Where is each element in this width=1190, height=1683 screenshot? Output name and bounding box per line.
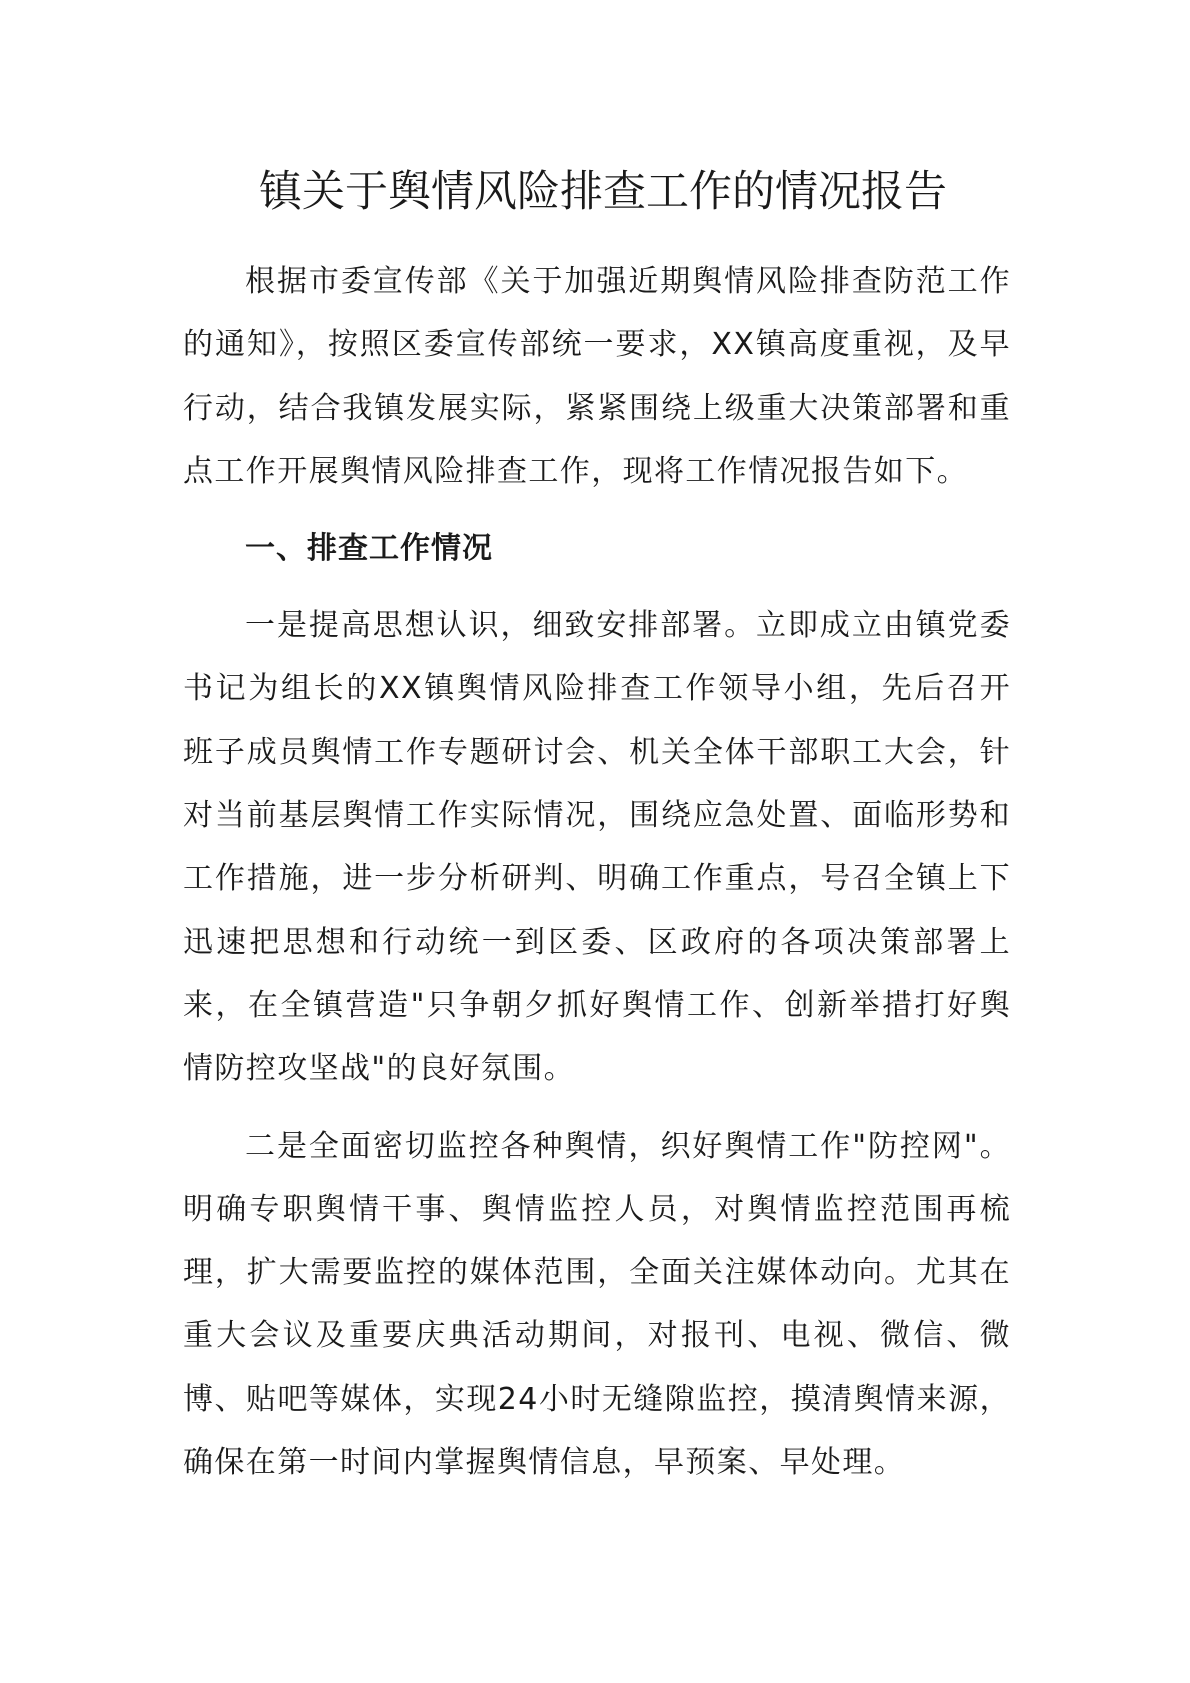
- section-heading-1: 一、排查工作情况: [245, 531, 493, 567]
- intro-paragraph: 根据市委宣传部《关于加强近期舆情风险排查防范工作的通知》，按照区委宣传部统一要求，XX镇高度重视，及早行动，结合我镇发展实际，紧紧围绕上级重大决策部署和重点工作开展舆情风险排查工作，现将工作情况报告如下。: [183, 264, 1011, 489]
- section1-paragraph-1: 一是提高思想认识，细致安排部署。立即成立由镇党委书记为组长的XX镇舆情风险排查工作领导小组，先后召开班子成员舆情工作专题研讨会、机关全体干部职工大会，针对当前基层舆情工作实际情况，围绕应急处置、面临形势和工作措施，进一步分析研判、明确工作重点，号召全镇上下迅速把思想和行动统一到区委、区政府的各项决策部署上来，在全镇营造"只争朝夕抓好舆情工作、创新举措打好舆情防控攻坚战"的良好氛围。: [183, 608, 1011, 1087]
- document-title: 镇关于舆情风险排查工作的情况报告: [259, 167, 947, 217]
- section1-paragraph-2: 二是全面密切监控各种舆情，织好舆情工作"防控网"。明确专职舆情干事、舆情监控人员，对舆情监控范围再梳理，扩大需要监控的媒体范围，全面关注媒体动向。尤其在重大会议及重要庆典活动期间，对报刊、电视、微信、微博、贴吧等媒体，实现24小时无缝隙监控，摸清舆情来源，确保在第一时间内掌握舆情信息，早预案、早处理。: [183, 1128, 1011, 1481]
- document-body: [183, 250, 1011, 1494]
